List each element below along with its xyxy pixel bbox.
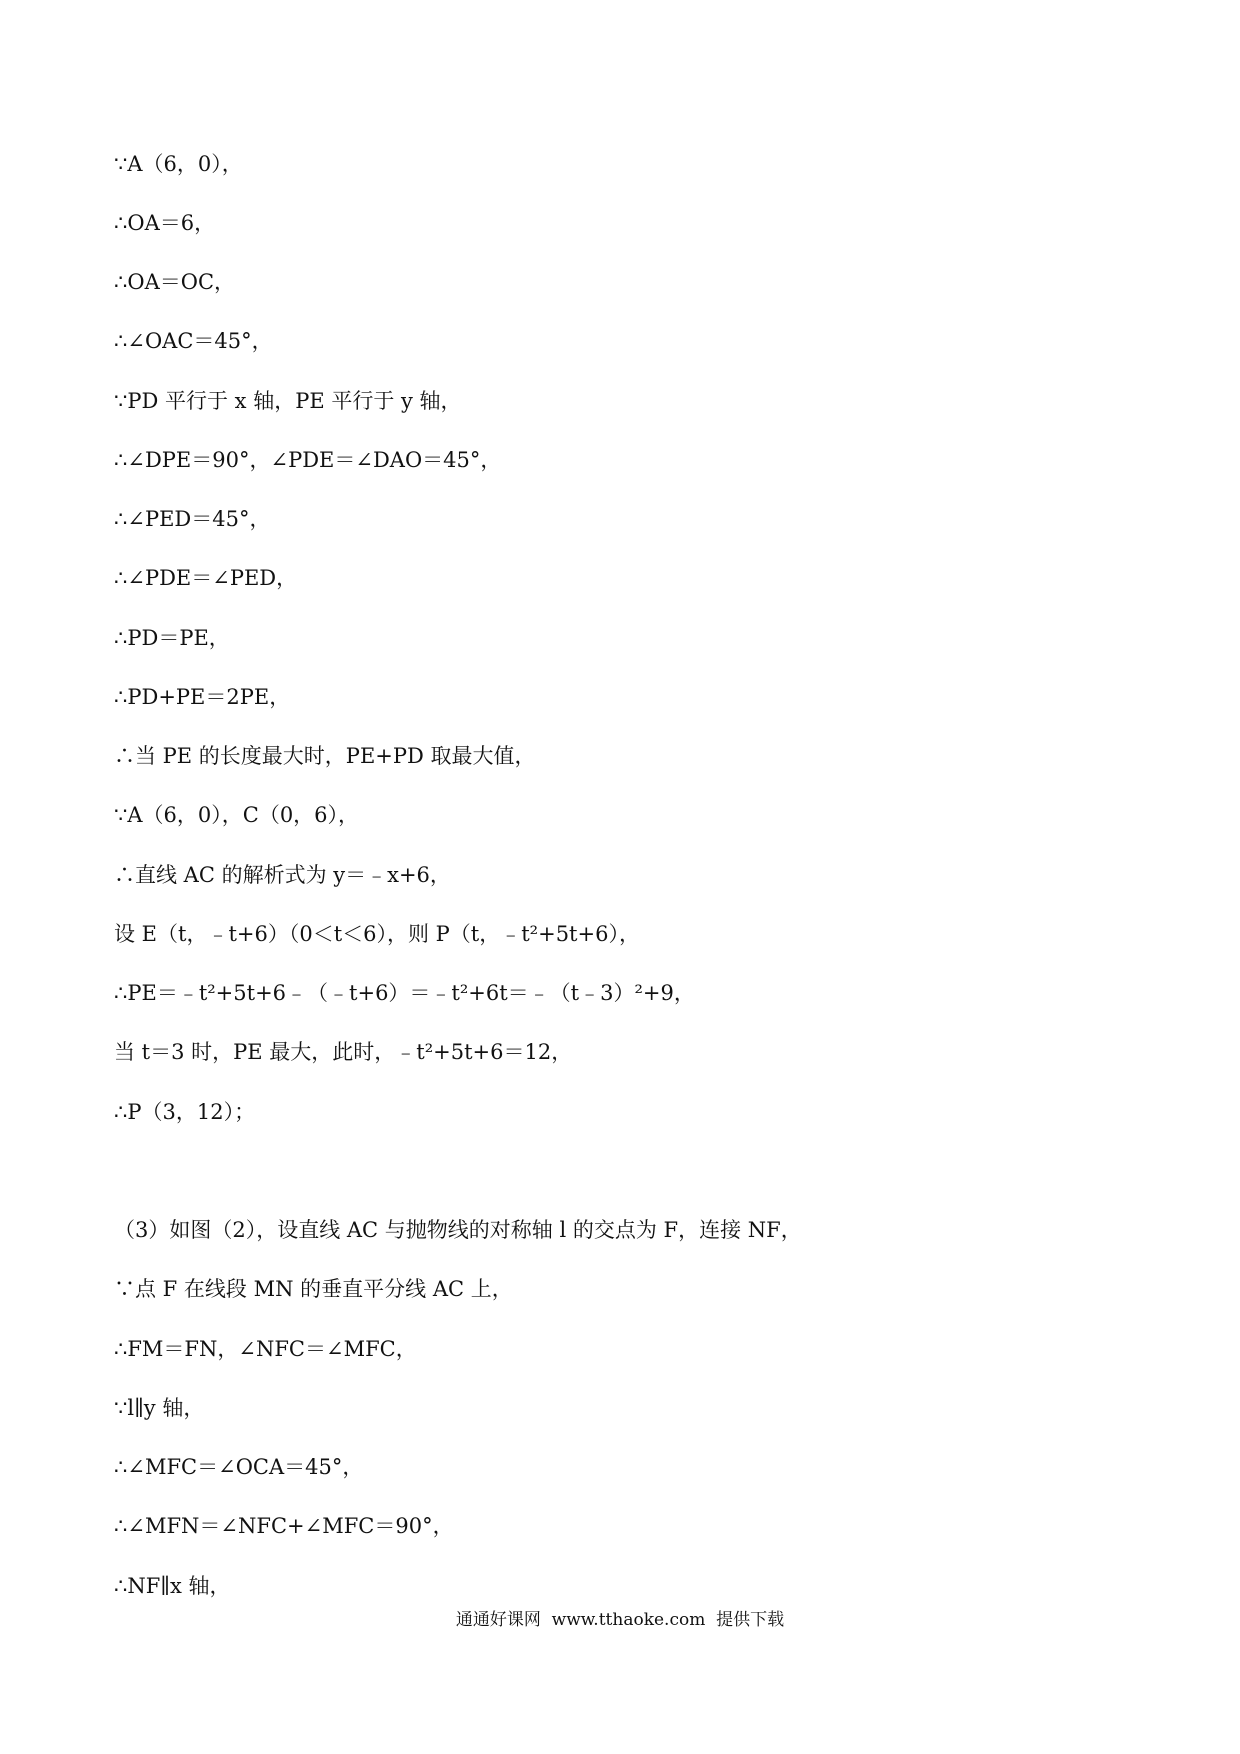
- solution-line-1: ∵A（6，0），: [114, 152, 243, 176]
- part3-heading-line: （3）如图（2），设直线 AC 与抛物线的对称轴 l 的交点为 F，连接 NF，: [114, 1218, 802, 1242]
- solution-line-12: ∵A（6，0），C（0，6），: [114, 803, 360, 827]
- solution-line-5: ∵PD 平行于 x 轴，PE 平行于 y 轴，: [114, 389, 462, 413]
- solution-line-24: ∴NF∥x 轴，: [114, 1574, 231, 1598]
- solution-line-16: 当 t＝3 时，PE 最大，此时，﹣t²+5t+6＝12，: [114, 1040, 573, 1064]
- solution-line-13: ∴直线 AC 的解析式为 y＝﹣x+6，: [114, 863, 451, 887]
- page-footer: 通通好课网 www.tthaoke.com 提供下载: [455, 1610, 785, 1630]
- solution-line-3: ∴OA＝OC，: [114, 270, 236, 294]
- solution-line-6: ∴∠DPE＝90°，∠PDE＝∠DAO＝45°，: [114, 448, 502, 472]
- solution-line-20: ∴FM＝FN，∠NFC＝∠MFC，: [114, 1337, 417, 1361]
- solution-line-10: ∴PD+PE＝2PE，: [114, 685, 291, 709]
- solution-line-4: ∴∠OAC＝45°，: [114, 329, 273, 353]
- solution-line-7: ∴∠PED＝45°，: [114, 507, 271, 531]
- solution-line-21: ∵l∥y 轴，: [114, 1396, 205, 1420]
- solution-line-15: ∴PE＝﹣t²+5t+6﹣（﹣t+6）＝﹣t²+6t＝﹣（t﹣3）²+9，: [114, 981, 695, 1005]
- solution-line-17: ∴P（3，12）；: [114, 1100, 256, 1124]
- solution-line-23: ∴∠MFN＝∠NFC+∠MFC＝90°，: [114, 1514, 454, 1538]
- solution-line-22: ∴∠MFC＝∠OCA＝45°，: [114, 1455, 364, 1479]
- solution-line-2: ∴OA＝6，: [114, 211, 216, 235]
- solution-line-19: ∵点 F 在线段 MN 的垂直平分线 AC 上，: [114, 1277, 513, 1301]
- solution-line-11: ∴当 PE 的长度最大时，PE+PD 取最大值，: [114, 744, 536, 768]
- solution-line-8: ∴∠PDE＝∠PED，: [114, 566, 298, 590]
- solution-line-14: 设 E（t，﹣t+6）（0＜t＜6），则 P（t，﹣t²+5t+6），: [114, 922, 640, 946]
- solution-line-9: ∴PD＝PE，: [114, 626, 230, 650]
